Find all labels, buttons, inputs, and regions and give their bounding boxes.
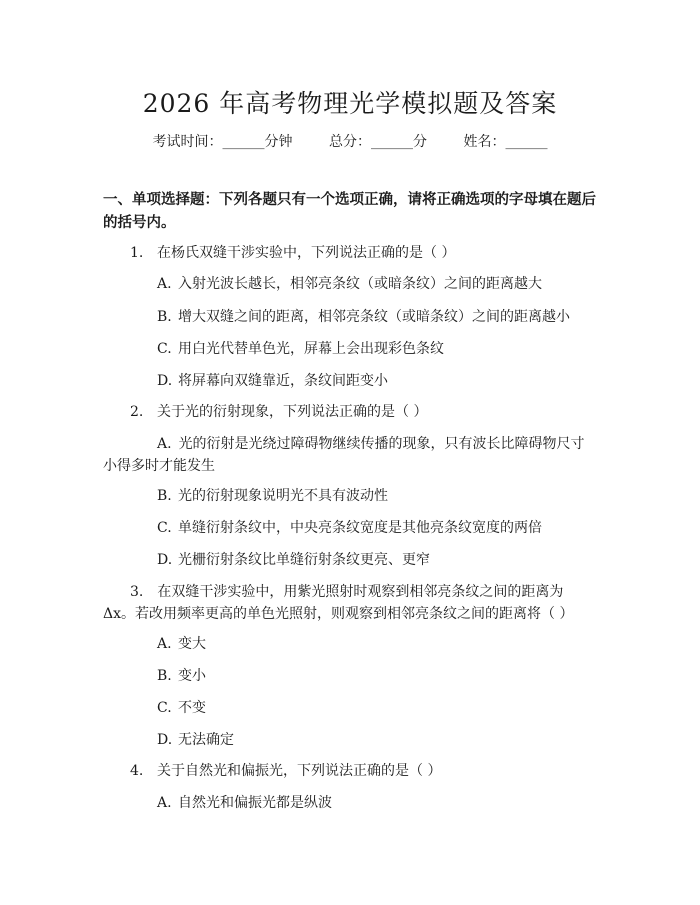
option-letter: D. [157,373,173,389]
question-text: 关于光的衍射现象，下列说法正确的是（ ） [157,404,428,420]
question-number: 4. [130,763,144,779]
student-name-field: 姓名：______ [463,134,548,150]
option-text: 增大双缝之间的距离，相邻亮条纹（或暗条纹）之间的距离越小 [178,309,570,325]
option-letter: B. [157,668,172,684]
question-1-option-a [157,273,542,295]
question-4 [130,760,441,782]
option-text: 光的衍射是光绕过障碍物继续传播的现象，只有波长比障碍物尺寸小得多时才能发生 [103,436,585,474]
question-text: 在杨氏双缝干涉实验中，下列说法正确的是（ ） [157,245,456,261]
question-3-option-d [157,729,234,751]
question-number: 2. [130,404,144,420]
option-letter: C. [157,520,172,536]
exam-meta [0,131,700,151]
option-text: 光栅衍射条纹比单缝衍射条纹更亮、更窄 [178,552,430,568]
question-number: 1. [130,245,144,261]
option-text: 光的衍射现象说明光不具有波动性 [178,488,388,504]
option-letter: A. [157,436,172,452]
section-heading: 一、单项选择题：下列各题只有一个选项正确，请将正确选项的字母填在题后的括号内。 [103,192,596,231]
exam-time-field: 考试时间：______分钟 [152,134,293,150]
question-3-option-b [157,665,206,687]
option-letter: B. [157,488,172,504]
question-2 [130,401,427,423]
question-2-option-a [103,433,593,477]
option-letter: A. [157,636,172,652]
option-letter: A. [157,276,172,292]
question-text: 关于自然光和偏振光，下列说法正确的是（ ） [157,763,442,779]
question-1-option-b [157,306,570,328]
question-3 [103,581,593,625]
option-text: 不变 [178,700,206,716]
question-number: 3. [130,584,144,600]
option-letter: C. [157,341,172,357]
option-text: 变大 [178,636,206,652]
option-text: 变小 [178,668,206,684]
question-2-option-d [157,549,430,571]
option-text: 自然光和偏振光都是纵波 [178,795,332,811]
option-text: 入射光波长越长，相邻亮条纹（或暗条纹）之间的距离越大 [178,276,542,292]
option-text: 用白光代替单色光，屏幕上会出现彩色条纹 [178,341,444,357]
question-1-option-d [157,370,388,392]
option-text: 将屏幕向双缝靠近，条纹间距变小 [178,373,388,389]
question-4-option-a [157,792,332,814]
option-text: 单缝衍射条纹中，中央亮条纹宽度是其他亮条纹宽度的两倍 [178,520,542,536]
option-letter: D. [157,552,173,568]
option-letter: A. [157,795,172,811]
question-2-option-b [157,485,388,507]
page-title: 2026 年高考物理光学模拟题及答案 [142,89,558,118]
option-letter: C. [157,700,172,716]
question-2-option-c [157,517,542,539]
question-3-option-c [157,697,206,719]
question-text: 在双缝干涉实验中，用紫光照射时观察到相邻亮条纹之间的距离为 Δx。若改用频率更高的单色光照射，则观察到相邻亮条纹之间的距离将（ ） [103,584,574,622]
total-score-field: 总分：______分 [329,134,427,150]
option-letter: B. [157,309,172,325]
option-text: 无法确定 [178,732,234,748]
question-1 [130,242,455,264]
question-1-option-c [157,338,444,360]
option-letter: D. [157,732,173,748]
question-3-option-a [157,633,206,655]
